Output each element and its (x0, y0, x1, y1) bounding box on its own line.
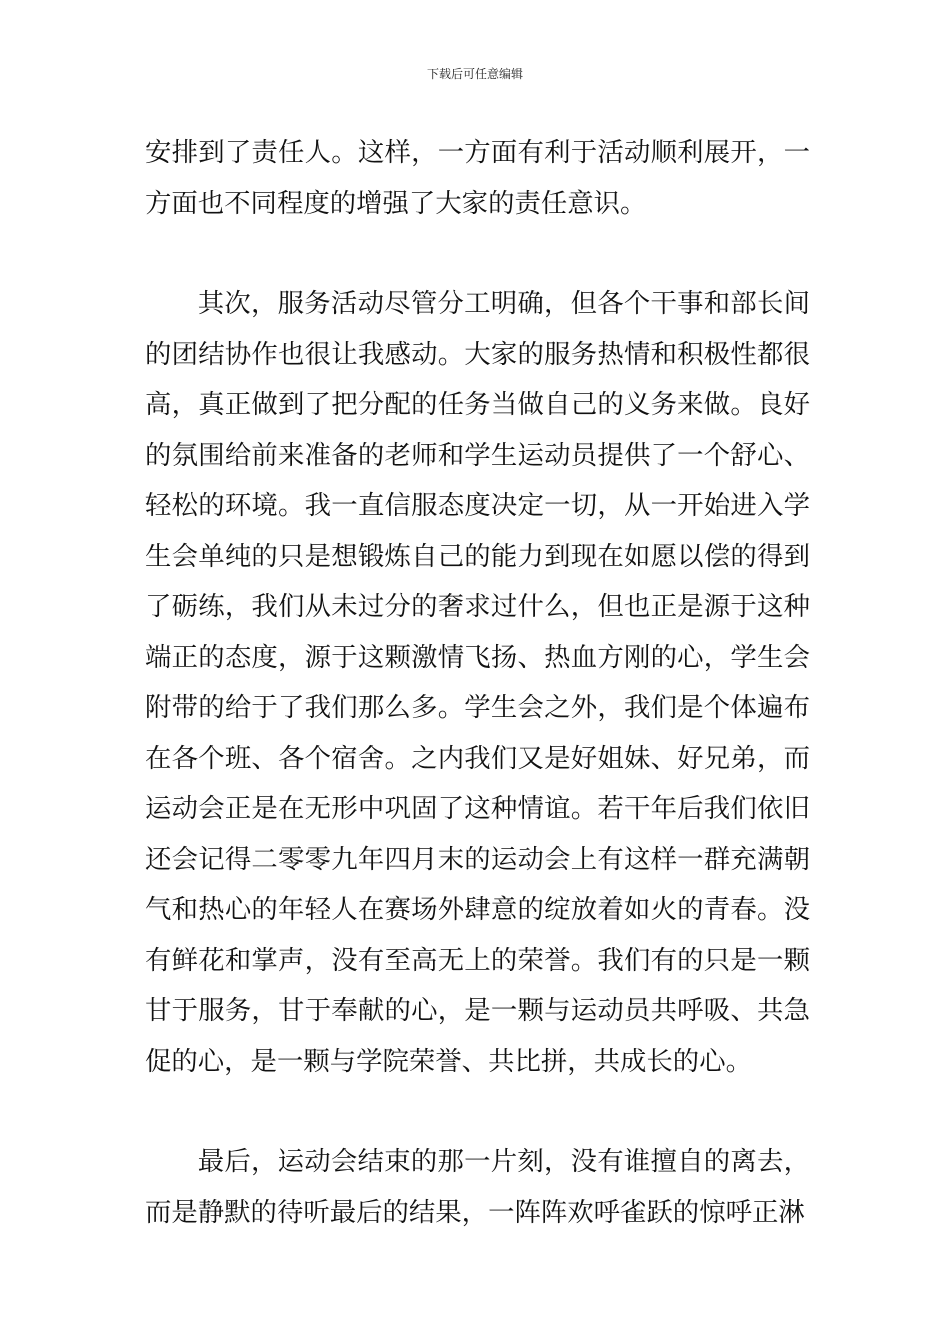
page-header: 下载后可任意编辑 (426, 67, 523, 81)
paragraph-2: 其次，服务活动尽管分工明确，但各个干事和部长间的团结协作也很让我感动。大家的服务热情和积极性都很高，真正做到了把分配的任务当做自己的义务来做。良好的氛围给前来准备的老师和学生运动员提供了一个舒心、轻松的环境。我一直信服态度决定一切，从一开始进入学生会单纯的只是想锻炼自己的能力到现在如愿以偿的得到了砺练，我们从未过分的奢求过什么，但也正是源于这种端正的态度，源于这颗激情飞扬、热血方刚的心，学生会附带的给于了我们那么多。学生会之外，我们是个体遍布在各个班、各个宿舍。之内我们又是好姐妹、好兄弟，而运动会正是在无形中巩固了这种情谊。若干年后我们依旧还会记得二零零九年四月末的运动会上有这样一群充满朝气和热心的年轻人在赛场外肆意的绽放着如火的青春。没有鲜花和掌声，没有至高无上的荣誉。我们有的只是一颗甘于服务，甘于奉献的心，是一颗与运动员共呼吸、共急促的心，是一颗与学院荣誉、共比拼，共成长的心。 (145, 288, 810, 1077)
paragraph-spacer (145, 1087, 810, 1137)
paragraph-3: 最后，运动会结束的那一片刻，没有谁擅自的离去，而是静默的待听最后的结果，一阵阵欢呼雀跃的惊呼正淋 (145, 1146, 810, 1228)
paragraph-1: 安排到了责任人。这样，一方面有利于活动顺利展开，一方面也不同程度的增强了大家的责任意识。 (145, 137, 810, 219)
paragraph-spacer (145, 229, 810, 279)
document-body (145, 128, 810, 1238)
